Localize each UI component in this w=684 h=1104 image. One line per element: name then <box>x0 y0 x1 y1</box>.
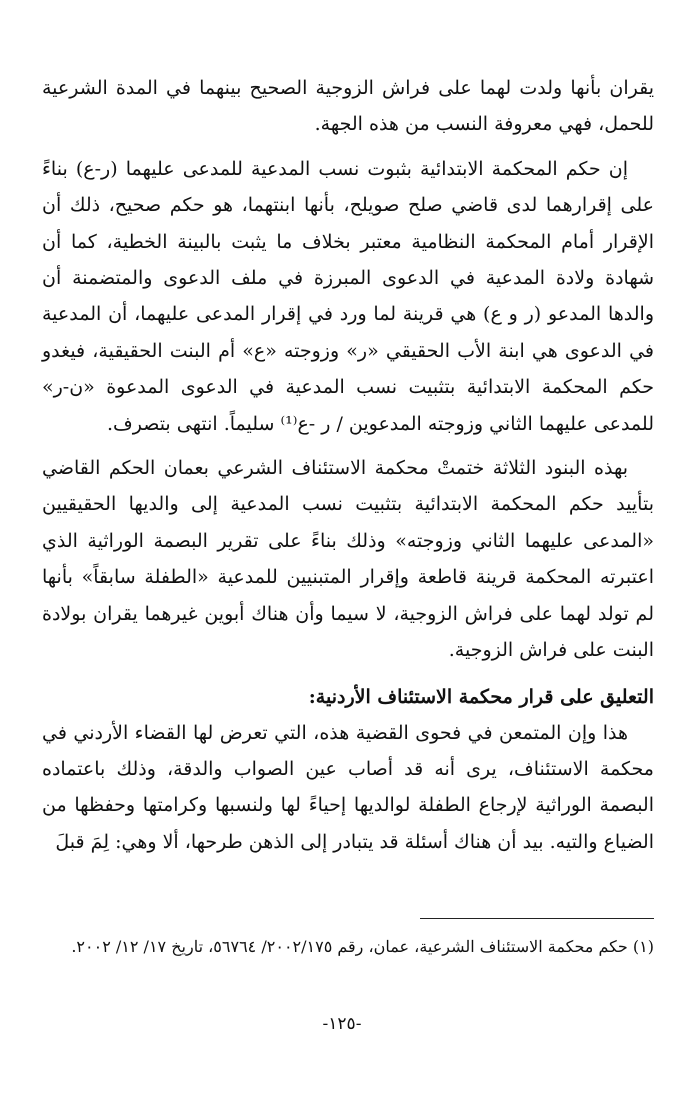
footnote-divider <box>420 918 654 919</box>
paragraph-4: هذا وإن المتمعن في فحوى القضية هذه، التي تعرض لها القضاء الأردني في محكمة الاستئناف، يرى أنه قد أصاب عين الصواب والدقة، وذلك باعتماده البصمة الوراثية لإرجاع الطفلة لوالديها إحياءً لها ولنسبها وكرامتها وحفظها من الضياع والتيه. بيد أن هناك أسئلة قد يتبادر إلى الذهن طرحها، ألا وهي: لِمَ قبلَ <box>42 721 654 853</box>
section-heading: التعليق على قرار محكمة الاستئناف الأردنية: <box>308 685 654 708</box>
paragraph-3: بهذه البنود الثلاثة ختمتْ محكمة الاستئناف الشرعي بعمان الحكم القاضي بتأييد حكم المحكمة الابتدائية بتثبيت نسب المدعية إلى والديها الحقيقيين «المدعى عليهما الثاني وزوجته» وذلك بناءً على تقرير البصمة الوراثية الذي اعتبرته المحكمة قرينة قاطعة وإقرار المتبنيين للمدعية «الطفلة سابقاً» بأنها لم تولد لهما على فراش الزوجية، لا سيما وأن هناك أبوين غيرهما يقران بولادة البنت على فراش الزوجية. <box>42 457 654 662</box>
page-body <box>42 70 654 860</box>
paragraph-2: إن حكم المحكمة الابتدائية بثبوت نسب المدعية للمدعى عليهما (ر-ع) بناءً على إقرارهما لدى قاضي صلح صويلح، بأنها ابنتهما، هو حكم صحيح، ذلك أن الإقرار أمام المحكمة النظامية معتبر بخلاف ما يثبت بالبينة الخطية، كما أن شهادة ولادة المدعية في الدعوى المبرزة في ملف الدعوى والمتضمنة أن والدها المدعو (ر و ع) هي قرينة لما ورد في إقرار المدعى عليهما، أن المدعية في الدعوى هي ابنة الأب الحقيقي «ر» وزوجته «ع» أم البنت الحقيقية، فيغدو حكم المحكمة الابتدائية بتثبيت نسب المدعية في الدعوى المدعوة «ن-ر» للمدعى عليهما الثاني وزوجته المدعوين / ر -ع⁽¹⁾ سليماً. انتهى بتصرف. <box>42 157 655 435</box>
footnote: (١) حكم محكمة الاستئناف الشرعية، عمان، رقم ٢٠٠٢/١٧٥/ ٥٦٧٦٤، تاريخ ١٧/ ١٢/ ٢٠٠٢. <box>71 937 654 956</box>
page-number: -١٢٥- <box>322 1014 362 1034</box>
paragraph-1: يقران بأنها ولدت لهما على فراش الزوجية الصحيح بينهما في المدة الشرعية للحمل، فهي معروفة النسب من هذه الجهة. <box>42 77 654 136</box>
